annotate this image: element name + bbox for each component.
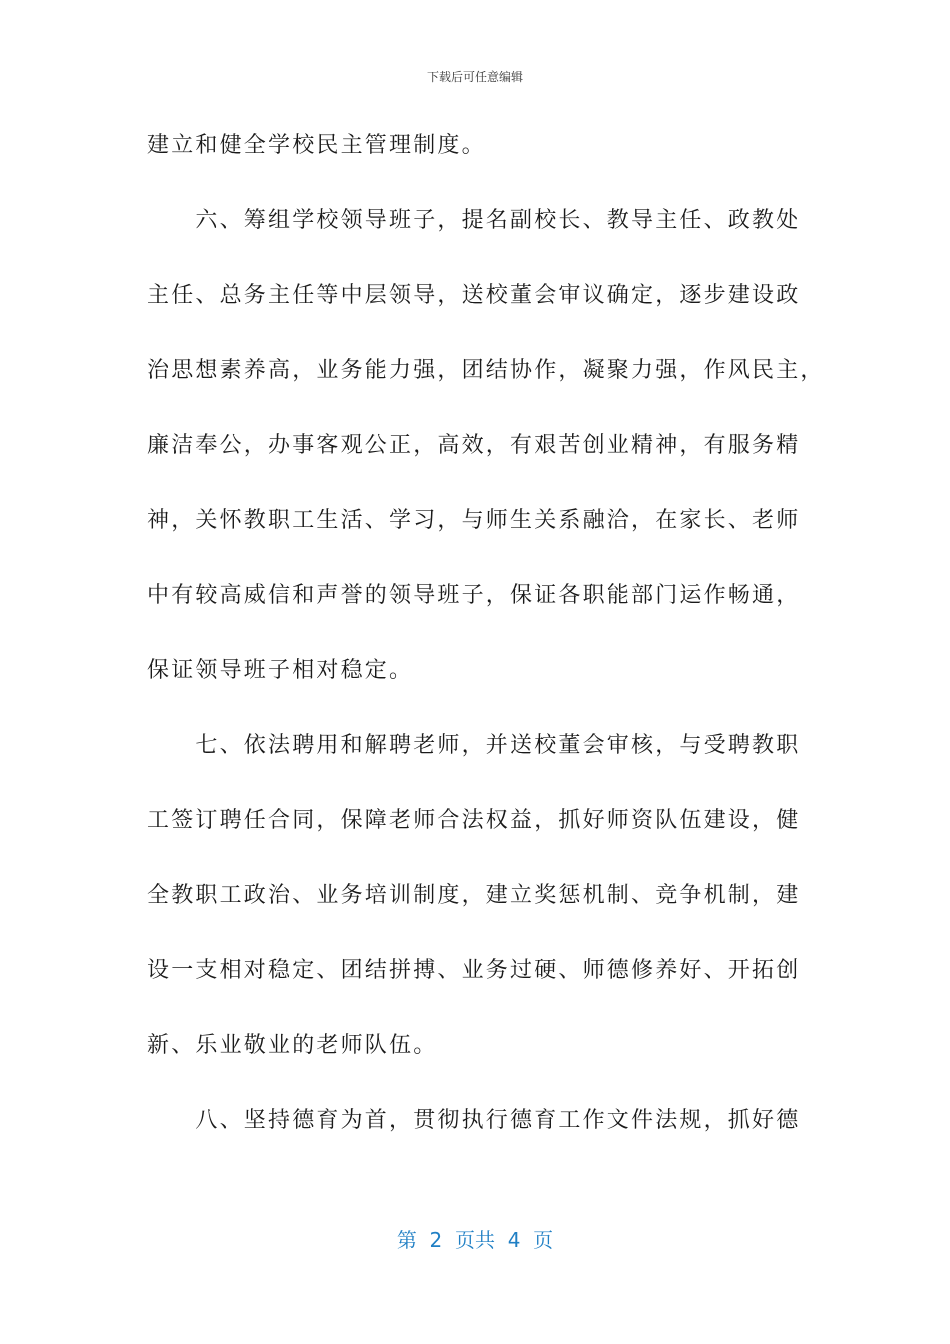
text-line: 新、乐业敬业的老师队伍。 xyxy=(147,1033,438,1058)
text-line: 中有较高威信和声誉的领导班子，保证各职能部门运作畅通， xyxy=(147,583,801,608)
text-line: 保证领导班子相对稳定。 xyxy=(147,658,414,683)
text-line: 七、依法聘用和解聘老师，并送校董会审核，与受聘教职 xyxy=(147,733,801,758)
text-line: 治思想素养高，业务能力强，团结协作，凝聚力强，作风民主， xyxy=(147,358,825,383)
text-line: 全教职工政治、业务培训制度，建立奖惩机制、竞争机制，建 xyxy=(147,883,801,908)
text-line: 六、筹组学校领导班子，提名副校长、教导主任、政教处 xyxy=(147,208,801,233)
text-line: 神，关怀教职工生活、学习，与师生关系融洽，在家长、老师 xyxy=(147,508,801,533)
document-body xyxy=(147,124,825,1174)
text-line: 建立和健全学校民主管理制度。 xyxy=(147,133,486,158)
text-line: 主任、总务主任等中层领导，送校董会审议确定，逐步建设政 xyxy=(147,283,801,308)
text-line: 八、坚持德育为首，贯彻执行德育工作文件法规，抓好德 xyxy=(147,1108,801,1133)
header-note: 下载后可任意编辑 xyxy=(426,70,523,84)
text-line: 工签订聘任合同，保障老师合法权益，抓好师资队伍建设，健 xyxy=(147,808,801,833)
text-line: 设一支相对稳定、团结拼搏、业务过硬、师德修养好、开拓创 xyxy=(147,958,801,983)
text-line: 廉洁奉公，办事客观公正，高效，有艰苦创业精神，有服务精 xyxy=(147,433,801,458)
page-number: 第 2 页共 4 页 xyxy=(396,1228,554,1252)
